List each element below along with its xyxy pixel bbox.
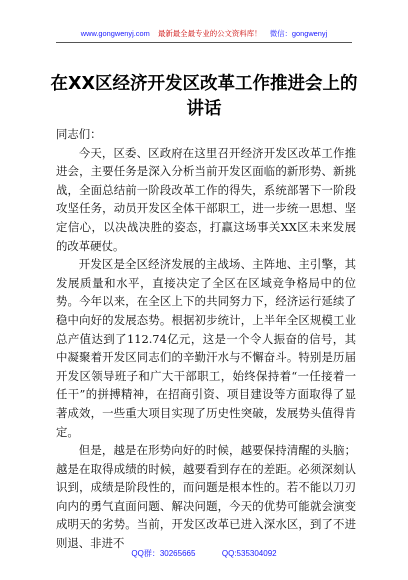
- header-divider: [56, 42, 352, 43]
- body-paragraph-1: 今天，区委、区政府在这里召开经济开发区改革工作推进会，主要任务是深入分析当前开发区面临的新形势、新挑战，全面总结前一阶段改革工作的得失，系统部署下一阶段攻坚任务，动员开发区全体干部职工，进一步统一思想、坚定信心，以决战决胜的姿态，打赢这场事关XX区未来发展的改革硬仗。: [56, 145, 356, 253]
- body-paragraph-2: 开发区是全区经济发展的主战场、主阵地、主引擎，其发展质量和水平，直接决定了全区在区域竞争格局中的位势。今年以来，在全区上下的共同努力下，经济运行延续了稳中向好的发展态势。根据初步统计，上半年全区规模工业总产值达到了112.74亿元，这是一个令人振奋的信号，其中凝聚着开发区同志们的辛勤汗水与不懈奋斗。特别是历届开发区领导班子和广大干部职工，始终保持着“一任接着一任干”的拼搏精神，在招商引资、项目建设等方面取得了显著成效，一些重大项目实现了历史性突破，发展势头值得肯定。: [56, 257, 356, 439]
- header-tagline: 最新最全最专业的公文资料库！: [158, 29, 262, 38]
- document-title: [40, 72, 368, 122]
- page-footer: [0, 548, 408, 559]
- header-website-link[interactable]: www.gongwenyj.com: [80, 29, 150, 38]
- footer-qq-group: QQ群：30265665: [131, 549, 196, 558]
- header-wechat: 微信：gongwenyj: [269, 29, 328, 38]
- salutation: 同志们：: [56, 127, 102, 141]
- title-line-2: 讲话: [186, 99, 222, 119]
- document-body: [56, 125, 356, 553]
- body-paragraph-3: 但是，越是在形势向好的时候，越要保持清醒的头脑；越是在取得成绩的时候，越要看到存在的差距。必须深刻认识到，成绩是阶段性的，而问题是根本性的。若不能以刀刃向内的勇气直面问题、解决问题，今天的优势可能就会演变成明天的劣势。当前，开发区改革已进入深水区，到了不进则退、非进不: [56, 443, 356, 551]
- page-header: [0, 29, 408, 39]
- title-line-1: 在XX区经济开发区改革工作推进会上的: [50, 74, 358, 94]
- footer-qq: QQ:535304092: [221, 549, 277, 558]
